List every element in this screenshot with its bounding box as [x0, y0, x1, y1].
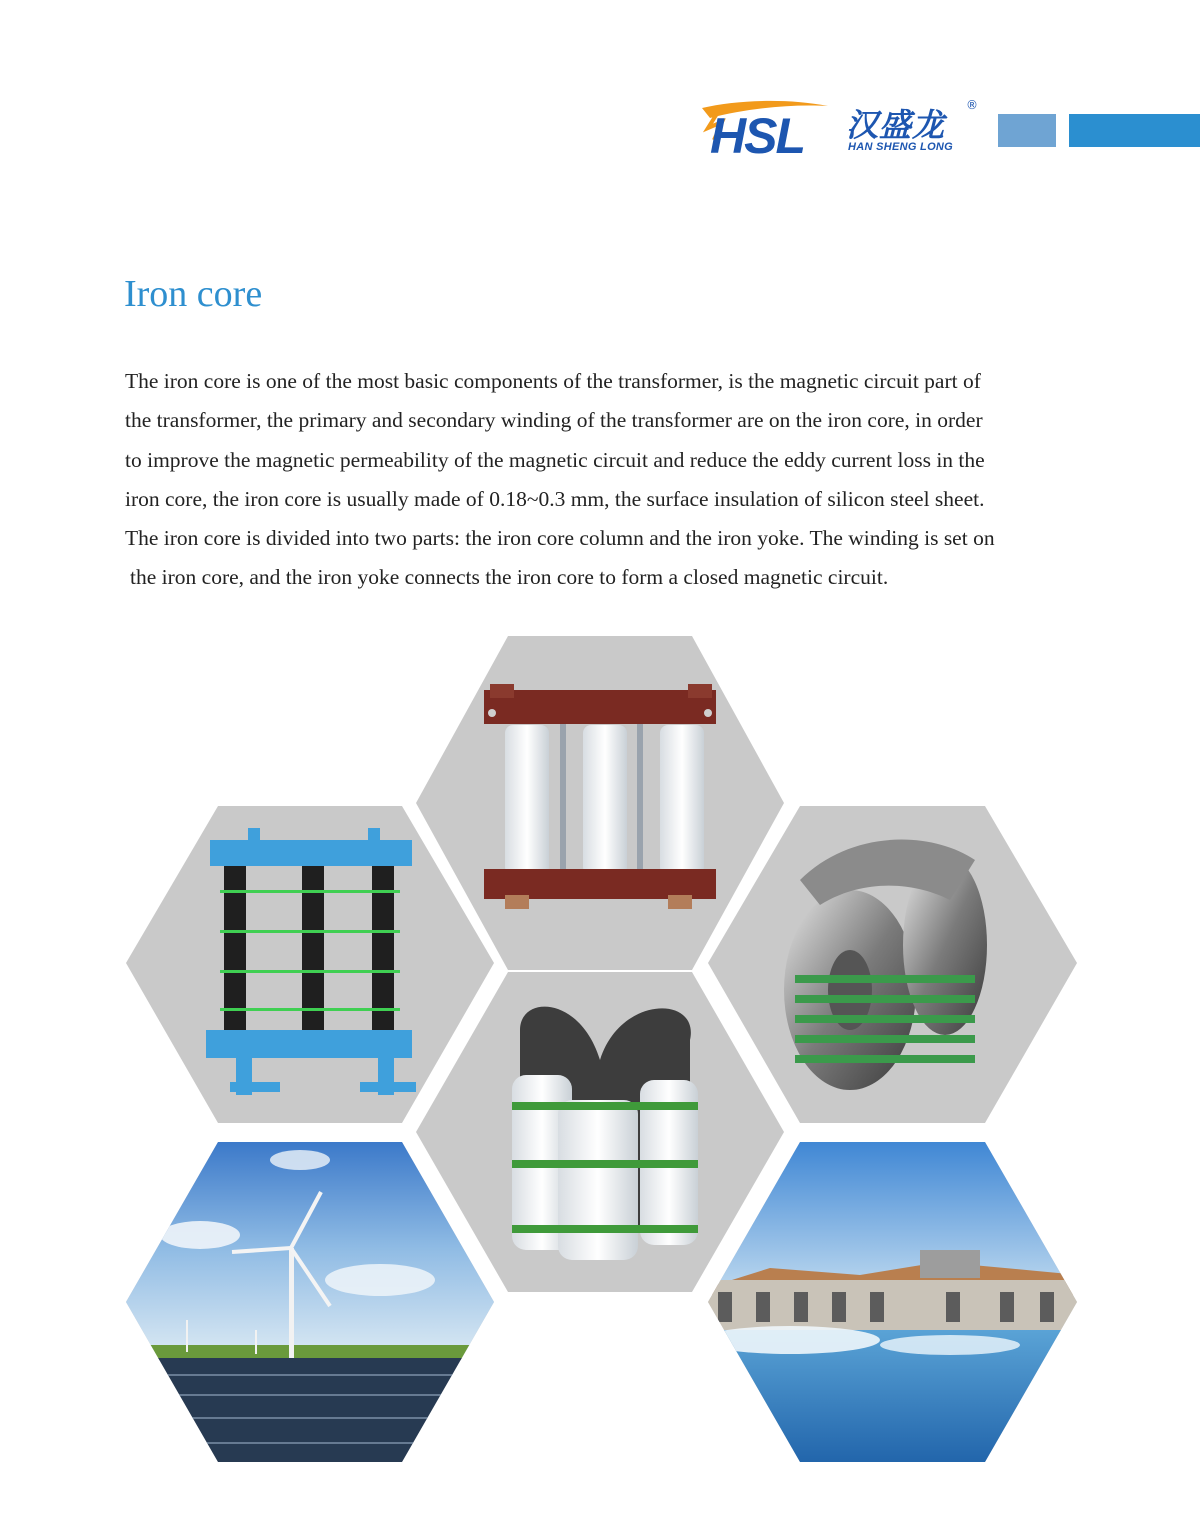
header-accent-bar-dark [1069, 114, 1200, 147]
description-paragraph [125, 362, 1085, 598]
blue-framed-core-image [126, 806, 494, 1123]
brand-logo [696, 98, 986, 160]
wound-3d-core-image [708, 806, 1077, 1123]
logo-chinese-name: 汉盛龙 [846, 106, 946, 144]
header-accent-bar-light [998, 114, 1056, 147]
logo-letters: HSL [710, 108, 804, 160]
paragraph-line: to improve the magnetic permeability of the magnetic circuit and reduce the eddy current loss in the [125, 447, 985, 472]
paragraph-line: The iron core is one of the most basic components of the transformer, is the magnetic circuit part of [125, 369, 981, 393]
paragraph-line: the iron core, and the iron yoke connects the iron core to form a closed magnetic circuit. [130, 565, 889, 590]
hsl-logo-mark [696, 98, 846, 160]
three-phase-stacked-core-image [416, 636, 784, 970]
logo-english-name: HAN SHENG LONG [848, 141, 954, 153]
paragraph-line: The iron core is divided into two parts: the iron core column and the iron yoke. The winding is set on [125, 526, 995, 551]
paragraph-line: the transformer, the primary and secondary winding of the transformer are on the iron core, in order [125, 408, 983, 433]
triangular-wound-core-image [416, 972, 784, 1292]
hydropower-dam-image [700, 1140, 1080, 1470]
wind-solar-farm-image [120, 1140, 500, 1468]
page-title: Iron core [124, 273, 263, 315]
paragraph-line: iron core, the iron core is usually made of 0.18~0.3 mm, the surface insulation of silicon steel sheet. [125, 486, 985, 511]
registered-mark: ® [966, 98, 978, 112]
